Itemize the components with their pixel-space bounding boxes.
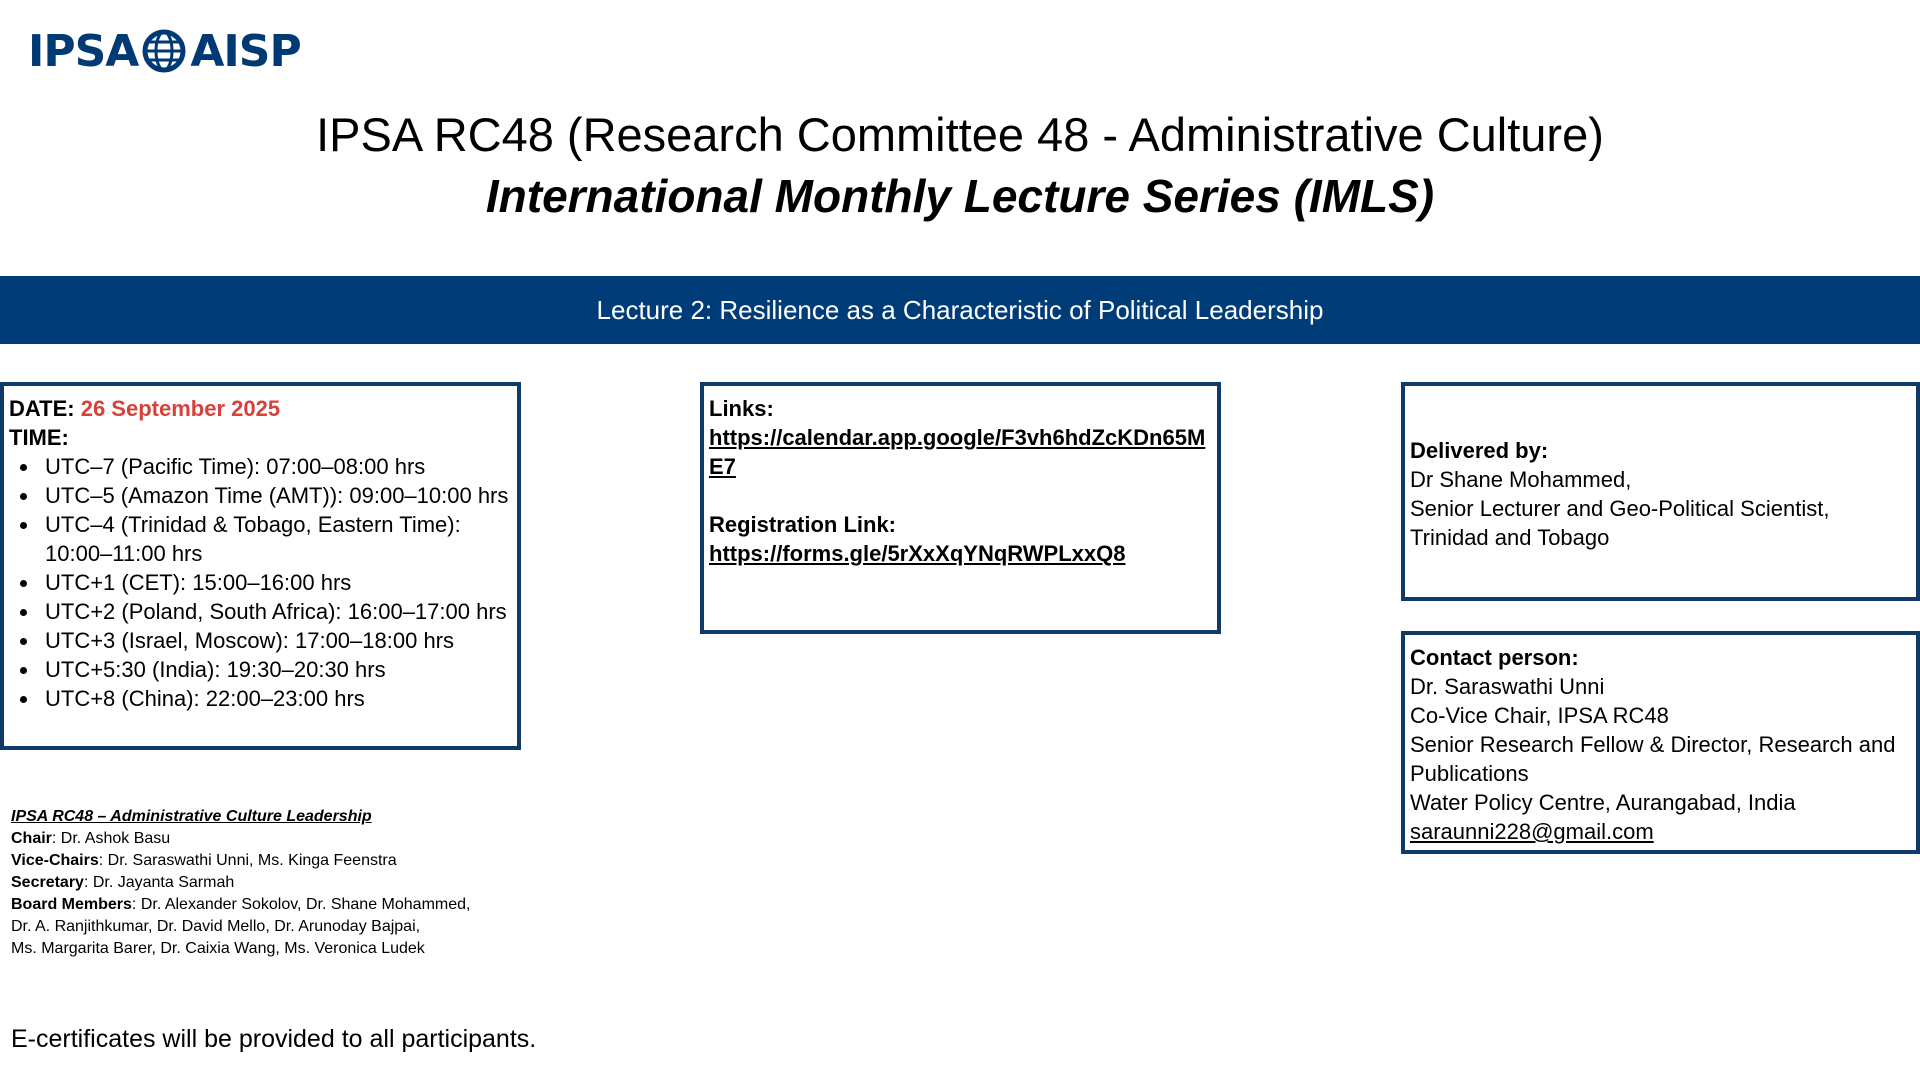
chair-line (11, 828, 571, 850)
page-title: IPSA RC48 (Research Committee 48 - Administrative Culture) (316, 108, 1604, 161)
date-value: 26 September 2025 (80, 396, 281, 421)
time-item: • UTC–5 (Amazon Time (AMT)): 09:00–10:00 hrs (40, 481, 517, 510)
speaker-role: Senior Lecturer and Geo-Political Scientist, (1410, 496, 1830, 521)
date-label: DATE: (9, 396, 75, 421)
time-item: • UTC–7 (Pacific Time): 07:00–08:00 hrs (40, 452, 517, 481)
contact-organization: Water Policy Centre, Aurangabad, India (1410, 790, 1796, 815)
registration-label: Registration Link: (709, 512, 897, 537)
secretary-value: : Dr. Jayanta Sarmah (83, 874, 235, 891)
time-item: • UTC+2 (Poland, South Africa): 16:00–17:00 hrs (40, 597, 517, 626)
time-item: • UTC+8 (China): 22:00–23:00 hrs (40, 684, 517, 713)
secretary-line (11, 872, 571, 894)
contact-label: Contact person: (1410, 645, 1579, 670)
board-line-3: Ms. Margarita Barer, Dr. Caixia Wang, Ms. Veronica Ludek (11, 940, 425, 957)
time-list (9, 452, 517, 713)
date-time-box (0, 382, 521, 750)
time-item: • UTC+3 (Israel, Moscow): 17:00–18:00 hrs (40, 626, 517, 655)
globe-icon (142, 29, 186, 73)
lecture-title: Lecture 2: Resilience as a Characteristic of Political Leadership (596, 294, 1324, 325)
board-line-2: Dr. A. Ranjithkumar, Dr. David Mello, Dr. Arunoday Bajpai, (11, 918, 421, 935)
certificate-note: E-certificates will be provided to all participants. (11, 1025, 537, 1053)
board-label: Board Members (11, 896, 132, 913)
ipsa-aisp-logo (28, 25, 301, 77)
speaker-country: Trinidad and Tobago (1410, 525, 1610, 550)
contact-name: Dr. Saraswathi Unni (1410, 674, 1605, 699)
lecture-banner (0, 276, 1920, 344)
leadership-block (11, 806, 571, 960)
calendar-link[interactable]: https://calendar.app.google/F3vh6hdZcKDn65ME7 (709, 425, 1206, 479)
logo-right-text: AISP (190, 25, 301, 77)
delivered-by-label: Delivered by: (1410, 438, 1549, 463)
links-box (700, 382, 1221, 634)
chair-value: : Dr. Ashok Basu (51, 830, 171, 847)
leadership-heading: IPSA RC48 – Administrative Culture Leadership (11, 808, 372, 825)
time-label: TIME: (9, 425, 69, 450)
page-subtitle: International Monthly Lecture Series (IMLS) (485, 170, 1435, 222)
links-label: Links: (709, 396, 774, 421)
board-value: : Dr. Alexander Sokolov, Dr. Shane Mohammed, (131, 896, 471, 913)
time-item: • UTC+5:30 (India): 19:30–20:30 hrs (40, 655, 517, 684)
speaker-name: Dr Shane Mohammed, (1410, 467, 1632, 492)
contact-email-link[interactable]: saraunni228@gmail.com (1410, 819, 1654, 844)
contact-role: Co-Vice Chair, IPSA RC48 (1410, 703, 1669, 728)
board-line (11, 894, 571, 916)
vice-chairs-value: : Dr. Saraswathi Unni, Ms. Kinga Feenstra (98, 852, 397, 869)
date-line (9, 394, 517, 423)
logo-left-text: IPSA (28, 25, 139, 77)
vice-chairs-label: Vice-Chairs (11, 852, 99, 869)
chair-label: Chair (11, 830, 52, 847)
time-item: • UTC–4 (Trinidad & Tobago, Eastern Time): 10:00–11:00 hrs (40, 510, 517, 568)
secretary-label: Secretary (11, 874, 84, 891)
vice-chairs-line (11, 850, 571, 872)
contact-position: Senior Research Fellow & Director, Research and Publications (1410, 732, 1896, 786)
contact-box (1401, 631, 1920, 854)
registration-link[interactable]: https://forms.gle/5rXxXqYNqRWPLxxQ8 (709, 541, 1126, 566)
time-item: • UTC+1 (CET): 15:00–16:00 hrs (40, 568, 517, 597)
delivered-by-box (1401, 382, 1920, 601)
